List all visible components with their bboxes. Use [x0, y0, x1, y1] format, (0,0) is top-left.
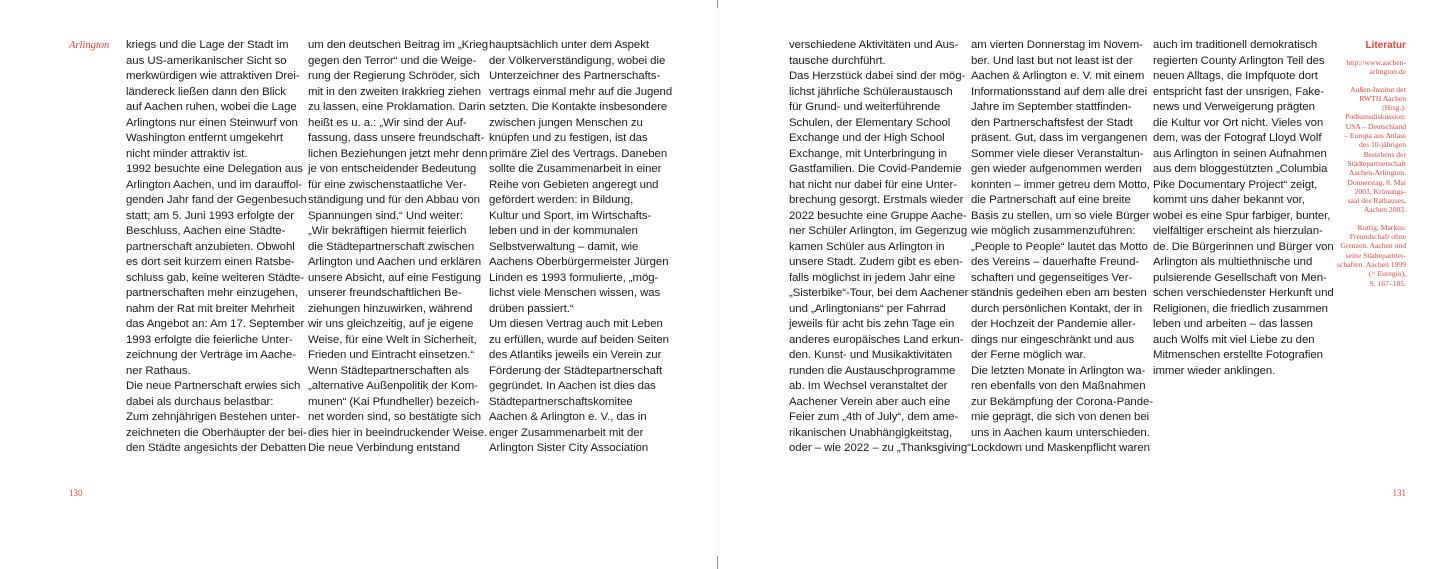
text-column-4	[789, 38, 971, 457]
text-line: wie möglich zusammenzuführen:	[971, 225, 1136, 237]
text-line: zur Bekämpfung der Corona-Pande-	[971, 395, 1154, 408]
text-line: brechung gesorgt. Erstmals wieder	[789, 194, 964, 206]
text-line: den Städte angesichts der Debatten	[126, 442, 307, 454]
text-line: rikanischen Unabhängigkeitstag,	[789, 426, 953, 439]
text-line: zu erfüllen, wurde auf beiden Seiten	[489, 333, 669, 346]
literature-line: Außen-Institut der	[1350, 84, 1406, 94]
text-line: pulsierende Gesellschaft von Men-	[1153, 271, 1327, 284]
text-line: gegründet. In Aachen ist dies das	[489, 380, 656, 392]
text-line: Förderung der Städtepartnerschaft	[489, 364, 663, 377]
text-line: die Kultur vor Ort nicht. Vieles von	[1153, 116, 1324, 129]
text-line: präsent. Gut, dass im vergangenen	[971, 132, 1148, 144]
text-line: den. Kunst- und Musikaktivitäten	[789, 349, 953, 361]
text-line: Arlingtons nur einen Steinwurf von	[126, 116, 298, 129]
text-line: munen“ (Kai Pfundheller) bezeich-	[308, 395, 480, 408]
text-line: ständnis gedeihen eben am besten	[971, 287, 1147, 299]
text-line: Spannungen sind.“ Und weiter:	[308, 209, 463, 222]
text-line: 1993 erfolgte die feierliche Unter-	[126, 333, 293, 346]
text-line: de. Die Bürgerinnen und Bürger von	[1153, 240, 1334, 253]
text-line: Reihe von Gebieten angeregt und	[489, 178, 659, 191]
text-line: „Wir bekräftigen hiermit feierlich	[308, 225, 467, 237]
text-line: ländereck ließen dann den Blick	[126, 85, 286, 98]
text-line: schen verschiedenster Herkunft und	[1153, 287, 1334, 299]
text-line: wir uns gleichzeitig, auf je eigene	[308, 318, 474, 330]
text-line: „Sisterbike“-Tour, bei dem Aachener	[789, 287, 969, 299]
text-line: Informationsstand auf dem alle drei	[971, 85, 1148, 98]
literature-line: Podiumsdiskussion:	[1345, 112, 1406, 122]
literature-line: (Hrsg.):	[1382, 103, 1406, 113]
text-line: regierten County Arlington Teil des	[1153, 54, 1325, 67]
text-line: Religionen, die friedlich zusammen	[1153, 302, 1328, 315]
text-line: Arlington Sister City Association	[489, 442, 649, 454]
text-line: Die letzten Monate in Arlington wa-	[971, 364, 1146, 377]
text-line: je von entscheidender Bedeutung	[308, 163, 477, 175]
text-line: zeichnung der Verträge im Aache-	[126, 349, 296, 361]
text-line: vertrags einmal mehr auf die Jugend	[489, 85, 673, 98]
text-line: ren ebenfalls von den Maßnahmen	[971, 380, 1146, 392]
text-line: setzten. Die Kontakte insbesondere	[489, 101, 668, 113]
text-line: statt; am 5. Juni 1993 erfolgte der	[126, 209, 294, 222]
text-line: dies hier in beeindruckender Weise.	[308, 426, 488, 439]
text-line: unsere Absicht, auf eine Festigung	[308, 271, 482, 284]
text-line: Exchange und der High School	[789, 132, 945, 144]
text-line: uns in Aachen kaum unterschieden.	[971, 426, 1150, 439]
text-line: tausche durchführt.	[789, 54, 886, 67]
text-line: Frieden und Eintracht einsetzen.“	[308, 349, 475, 361]
text-line: die Städtepartnerschaft zwischen	[308, 240, 475, 253]
text-line: Arlington Aachen, und im darauffol-	[126, 178, 302, 191]
text-line: für eine zwischenstaatliche Ver-	[308, 178, 467, 191]
literature-line: seine Städtepartner-	[1345, 250, 1406, 260]
text-line: verschiedene Aktivitäten und Aus-	[789, 39, 959, 51]
text-line: die Partnerschaft auf eine breite	[971, 194, 1131, 206]
text-column-2	[308, 38, 488, 457]
text-line: Kultur und Sport, im Wirtschafts-	[489, 209, 652, 222]
text-line: konnten – immer getreu dem Motto,	[971, 178, 1150, 191]
text-line: aus Arlington in seinen Aufnahmen	[1153, 147, 1327, 160]
text-line: zwischen jungen Menschen zu	[489, 116, 643, 129]
running-head: Arlington	[69, 40, 110, 51]
text-line: Aachens Oberbürgermeister Jürgen	[489, 256, 669, 268]
text-line: zu lassen, eine Proklamation. Darin	[308, 101, 486, 113]
text-line: unsere Stadt. Zudem gibt es eben-	[789, 256, 963, 268]
text-line: aus US-amerikanischer Sicht so	[126, 54, 287, 67]
literature-entry	[1306, 85, 1406, 215]
text-line: schaften und gegenseitiges Ver-	[971, 271, 1133, 284]
text-line: heißt es u. a.: „Wir sind der Auf-	[308, 116, 467, 129]
text-line: des Vereins – dauerhafte Freund-	[971, 256, 1140, 268]
text-line: mie geprägt, die sich von denen bei	[971, 411, 1150, 423]
text-line: gen wieder aufgenommen werden	[971, 163, 1142, 175]
text-line: auch Wolfs mit viel Liebe zu den	[1153, 333, 1315, 346]
text-line: den Partnerschaftsfest der Stadt	[971, 116, 1133, 129]
text-line: 2022 besuchte eine Gruppe Aache-	[789, 209, 967, 222]
literature-line: Städtepartnerschaft	[1347, 158, 1406, 168]
text-line: oder – wie 2022 – zu „Thanksgiving“	[789, 442, 971, 454]
text-line: Beschluss, Aachen eine Städte-	[126, 225, 286, 237]
text-line: Unterzeichner des Partnerschafts-	[489, 70, 661, 82]
text-line: Die neue Verbindung entstand	[308, 442, 460, 454]
literature-line: Kuttig, Markus:	[1357, 222, 1406, 232]
text-line: Zum zehnjährigen Bestehen unter-	[126, 411, 300, 423]
gutter-fold	[718, 0, 719, 569]
text-line: lichst viele Menschen wissen, was	[489, 287, 661, 299]
literature-entry	[1306, 223, 1406, 288]
text-line: Weise, für eine Welt in Sicherheit,	[308, 333, 477, 346]
text-line: ner Schüler Arlington, im Gegenzug	[789, 225, 968, 237]
text-line: Schulen, der Elementary School	[789, 116, 951, 129]
text-line: rung der Regierung Schröder, sich	[308, 70, 480, 82]
page-number-right: 131	[1392, 488, 1406, 498]
literature-line: saal des Rathauses,	[1347, 196, 1406, 206]
text-line: kamen Schüler aus Arlington in	[789, 240, 945, 253]
text-line: Feier zum „4th of July“, dem ame-	[789, 411, 959, 423]
text-line: der Völkerverständigung, wobei die	[489, 54, 666, 67]
text-line: gefördert werden: in Bildung,	[489, 194, 634, 206]
text-line: unserer freundschaftlichen Be-	[308, 287, 462, 299]
text-line: enger Zusammenarbeit mit der	[489, 426, 644, 439]
literature-line: des 10-jährigen	[1358, 140, 1406, 150]
text-line: wobei es eine Spur farbiger, bunter,	[1153, 209, 1331, 222]
literature-line: arlington.de	[1369, 67, 1406, 77]
text-line: gegen den Terror“ und die Weige-	[308, 54, 477, 67]
text-line: schluss gab, keine weiteren Städte-	[126, 271, 305, 284]
text-line: ab. Im Wechsel veranstaltet der	[789, 380, 948, 392]
text-line: Aachen & Arlington e. V., das in	[489, 411, 647, 423]
text-line: genden Jahr fand der Gegenbesuch	[126, 194, 307, 206]
text-line: Gastfamilien. Die Covid-Pandemie	[789, 163, 962, 175]
literature-line: Bestehens der	[1363, 149, 1406, 159]
text-line: Lockdown und Maskenpflicht waren	[971, 442, 1150, 454]
text-line: lichen Beziehungen jetzt mehr denn	[308, 147, 488, 160]
text-line: durch persönlichen Kontakt, der in	[971, 302, 1143, 315]
text-line: „alternative Außenpolitik der Kom-	[308, 380, 478, 392]
text-line: primäre Ziel des Vertrags. Daneben	[489, 147, 668, 160]
text-line: zeichneten die Oberhäupter der bei-	[126, 426, 307, 439]
literature-line: Freundschaft ohne	[1349, 232, 1406, 242]
literature-line: Donnerstag, 8. Mai	[1347, 177, 1406, 187]
literature-line: S. 167–185.	[1369, 278, 1406, 288]
text-line: entspricht fast der unsrigen, Fake-	[1153, 85, 1325, 98]
text-line: sollte die Zusammenarbeit in einer	[489, 163, 662, 175]
text-line: Wenn Städtepartnerschaften als	[308, 364, 470, 377]
literature-line: – Europa aus Anlass	[1344, 131, 1406, 141]
text-line: knüpfen und zu festigen, ist das	[489, 132, 648, 144]
text-line: nahm der Rat mit breiter Mehrheit	[126, 302, 295, 315]
text-line: fassung, dass unsere freundschaft-	[308, 132, 485, 144]
text-line: leben und arbeiten – das lassen	[1153, 318, 1313, 330]
text-line: anderes europäisches Land erkun-	[789, 333, 964, 346]
text-column-3	[489, 38, 672, 457]
text-line: kommt uns daher bekannt vor,	[1153, 194, 1305, 206]
literature-line: 2003, Krönungs-	[1354, 186, 1406, 196]
text-line: leben und in der kommunalen	[489, 225, 638, 237]
text-line: runden die Austauschprogramme	[789, 364, 956, 377]
text-line: Selbstverwaltung – damit, wie	[489, 240, 639, 253]
text-line: ziehungen hinzuwirken, während	[308, 302, 473, 315]
text-line: des Atlantiks jeweils ein Verein zur	[489, 349, 662, 361]
text-line: net worden sind, so bestätigte sich	[308, 411, 482, 423]
text-line: Das Herzstück dabei sind der mög-	[789, 70, 966, 82]
literature-line: RWTH Aachen	[1359, 93, 1406, 103]
text-line: das Angebot an: Am 17. September	[126, 318, 305, 330]
text-line: dings nur eingeschränkt und aus	[971, 333, 1135, 346]
text-line: 1992 besuchte eine Delegation aus	[126, 163, 303, 175]
text-line: partnerschaften mehr einzugehen,	[126, 287, 298, 299]
text-line: hat nicht nur dabei für eine Unter-	[789, 178, 957, 191]
literature-line: Grenzen. Aachen und	[1340, 241, 1406, 251]
text-line: ständigung und für den Abbau von	[308, 194, 480, 206]
text-line: Um diesen Vertrag auch mit Leben	[489, 318, 663, 330]
literature-line: USA – Deutschland	[1345, 121, 1406, 131]
literature-line: schaften. Aachen 1999	[1337, 259, 1406, 269]
text-line: auch im traditionell demokratisch	[1153, 39, 1318, 51]
text-line: Linden es 1993 formulierte, „mög-	[489, 271, 659, 284]
text-line: neuen Alltags, die Impfquote dort	[1153, 70, 1318, 82]
text-line: lichst jährliche Schüleraustausch	[789, 85, 953, 98]
text-line: „People to People“ lautet das Motto	[971, 240, 1148, 253]
text-line: Exchange, mit Unterbringung in	[789, 147, 948, 160]
text-line: drüben passiert.“	[489, 302, 574, 315]
text-line: ber. Und last but not least ist der	[971, 54, 1133, 67]
text-line: auf Aachen ruhen, wobei die Lage	[126, 101, 297, 113]
text-line: der Ferne möglich war.	[971, 349, 1086, 361]
text-line: dem, was der Fotograf Lloyd Wolf	[1153, 132, 1322, 144]
text-line: ner Rathaus.	[126, 364, 191, 377]
text-line: Washington entfernt umgekehrt	[126, 132, 284, 144]
text-line: für Grund- und weiterführende	[789, 101, 941, 113]
text-line: hauptsächlich unter dem Aspekt	[489, 39, 649, 51]
text-line: Städtepartnerschaftskomitee	[489, 395, 633, 408]
literature-line: Aachen-Arlington.	[1348, 168, 1406, 178]
text-column-1	[126, 38, 307, 457]
text-column-5	[971, 38, 1153, 457]
text-line: dabei als durchaus belastbar:	[126, 395, 274, 408]
text-line: Pike Documentary Project“ zeigt,	[1153, 178, 1318, 191]
literature-entries	[1306, 58, 1406, 288]
text-line: es dort seit kurzem einen Ratsbe-	[126, 256, 295, 268]
text-line: um den deutschen Beitrag im „Krieg	[308, 39, 489, 51]
text-line: mit in den zweiten Irakkrieg ziehen	[308, 85, 481, 98]
text-line: merkwürdigen wie attraktiven Drei-	[126, 70, 300, 82]
text-line: Sommer viele dieser Veranstaltun-	[971, 147, 1144, 160]
literature-sidebar	[1306, 40, 1406, 296]
text-line: aus dem bloggestützten „Columbia	[1153, 163, 1328, 175]
text-line: Arlington als multiethnische und	[1153, 256, 1313, 268]
text-line: immer wieder anklingen.	[1153, 364, 1276, 377]
literature-line: http://www.aachen-	[1346, 58, 1406, 67]
text-line: Jahre im September stattfinden-	[971, 101, 1132, 113]
text-line: der Hochzeit der Pandemie aller-	[971, 318, 1136, 330]
text-line: am vierten Donnerstag im Novem-	[971, 39, 1143, 51]
text-line: Aachener Verein aber auch eine	[789, 395, 951, 408]
text-line: jeweils für acht bis zehn Tage ein	[789, 318, 955, 330]
text-line: vielfältiger erscheint als hierzulan-	[1153, 225, 1323, 237]
literature-line: (= Euregio),	[1368, 269, 1406, 279]
literature-heading: Literatur	[1365, 40, 1406, 51]
text-line: Mitmenschen erstellte Fotografien	[1153, 349, 1323, 361]
text-line: nicht minder attraktiv ist.	[126, 147, 248, 160]
text-line: Die neue Partnerschaft erwies sich	[126, 380, 301, 392]
text-line: Basis zu stellen, um so viele Bürger	[971, 209, 1150, 222]
literature-entry	[1306, 58, 1406, 77]
literature-line: Aachen 2003.	[1363, 205, 1406, 215]
page-number-left: 130	[69, 488, 83, 498]
text-line: Aachen & Arlington e. V. mit einem	[971, 70, 1145, 82]
text-line: kriegs und die Lage der Stadt im	[126, 39, 289, 51]
text-line: news und Verweigerung prägten	[1153, 101, 1315, 113]
text-line: partnerschaft anzubieten. Obwohl	[126, 240, 295, 253]
text-line: falls möglichst in jedem Jahr eine	[789, 271, 956, 284]
text-line: und „Arlingtonians“ per Fahrrad	[789, 302, 946, 315]
text-line: Arlington und Aachen und erklären	[308, 256, 482, 268]
